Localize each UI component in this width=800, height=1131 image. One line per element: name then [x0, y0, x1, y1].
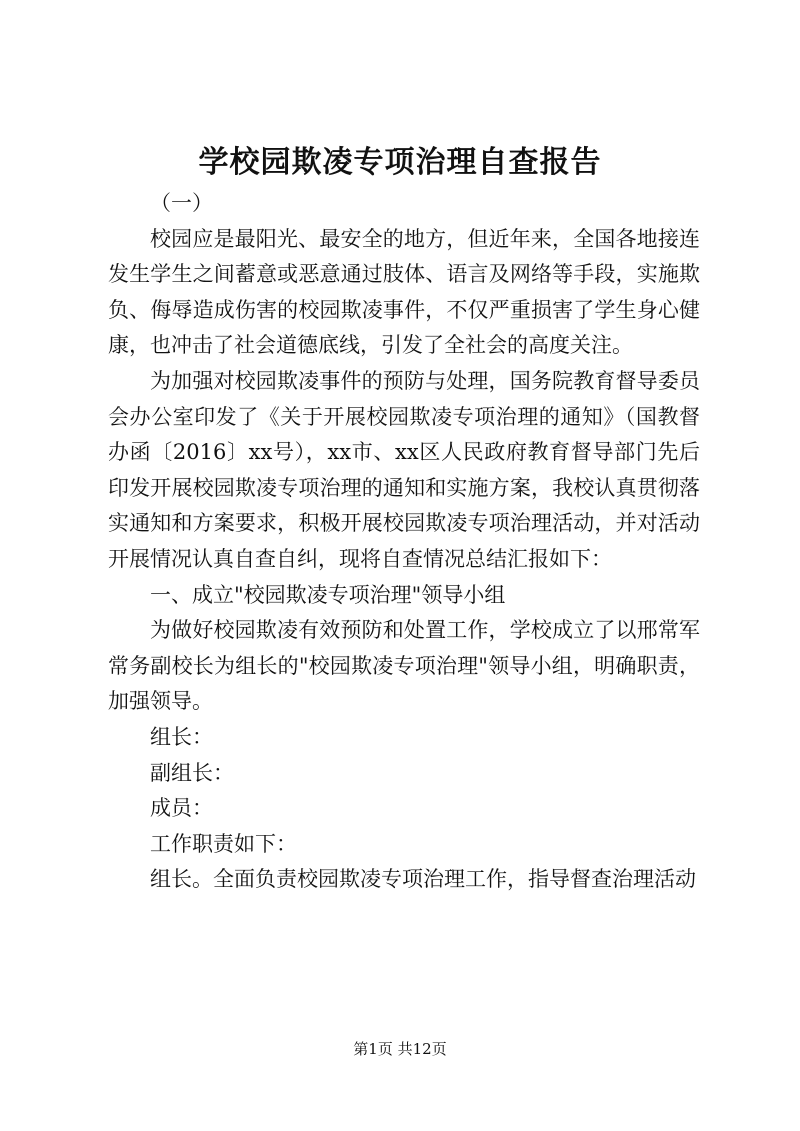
document-title: 学校园欺凌专项治理自查报告: [198, 145, 602, 180]
paragraph-section-marker: （一）: [150, 191, 213, 215]
field-members: 成员：: [150, 796, 213, 821]
paragraph-leadership-group: 为做好校园欺凌有效预防和处置工作，学校成立了以邢常军常务副校长为组长的"校园欺凌专项治理"领导小组，明确职责，加强领导。: [108, 618, 700, 714]
paragraph-duties-intro: 工作职责如下：: [150, 831, 297, 856]
paragraph-leader-duties: 组长。全面负责校园欺凌专项治理工作，指导督查治理活动: [150, 867, 696, 892]
document-body: [108, 186, 700, 898]
section-heading-leadership-group: 一、成立"校园欺凌专项治理"领导小组: [150, 582, 506, 607]
paragraph-background: 为加强对校园欺凌事件的预防与处理，国务院教育督导委员会办公室印发了《关于开展校园欺凌专项治理的通知》（国教督办函〔2016〕xx号），xx市、xx区人民政府教育督导部门先后印发开展校园欺凌专项治理的通知和实施方案，我校认真贯彻落实通知和方案要求，积极开展校园欺凌专项治理活动，并对活动开展情况认真自查自纠，现将自查情况总结汇报如下：: [108, 368, 700, 571]
field-group-leader: 组长：: [150, 724, 213, 749]
page-footer: 第1页 共12页: [353, 1040, 447, 1058]
paragraph-intro: 校园应是最阳光、最安全的地方，但近年来，全国各地接连发生学生之间蓄意或恶意通过肢体、语言及网络等手段，实施欺负、侮辱造成伤害的校园欺凌事件，不仅严重损害了学生身心健康，也冲击了社会道德底线，引发了全社会的高度关注。: [108, 226, 700, 358]
field-deputy-leader: 副组长：: [150, 760, 234, 785]
